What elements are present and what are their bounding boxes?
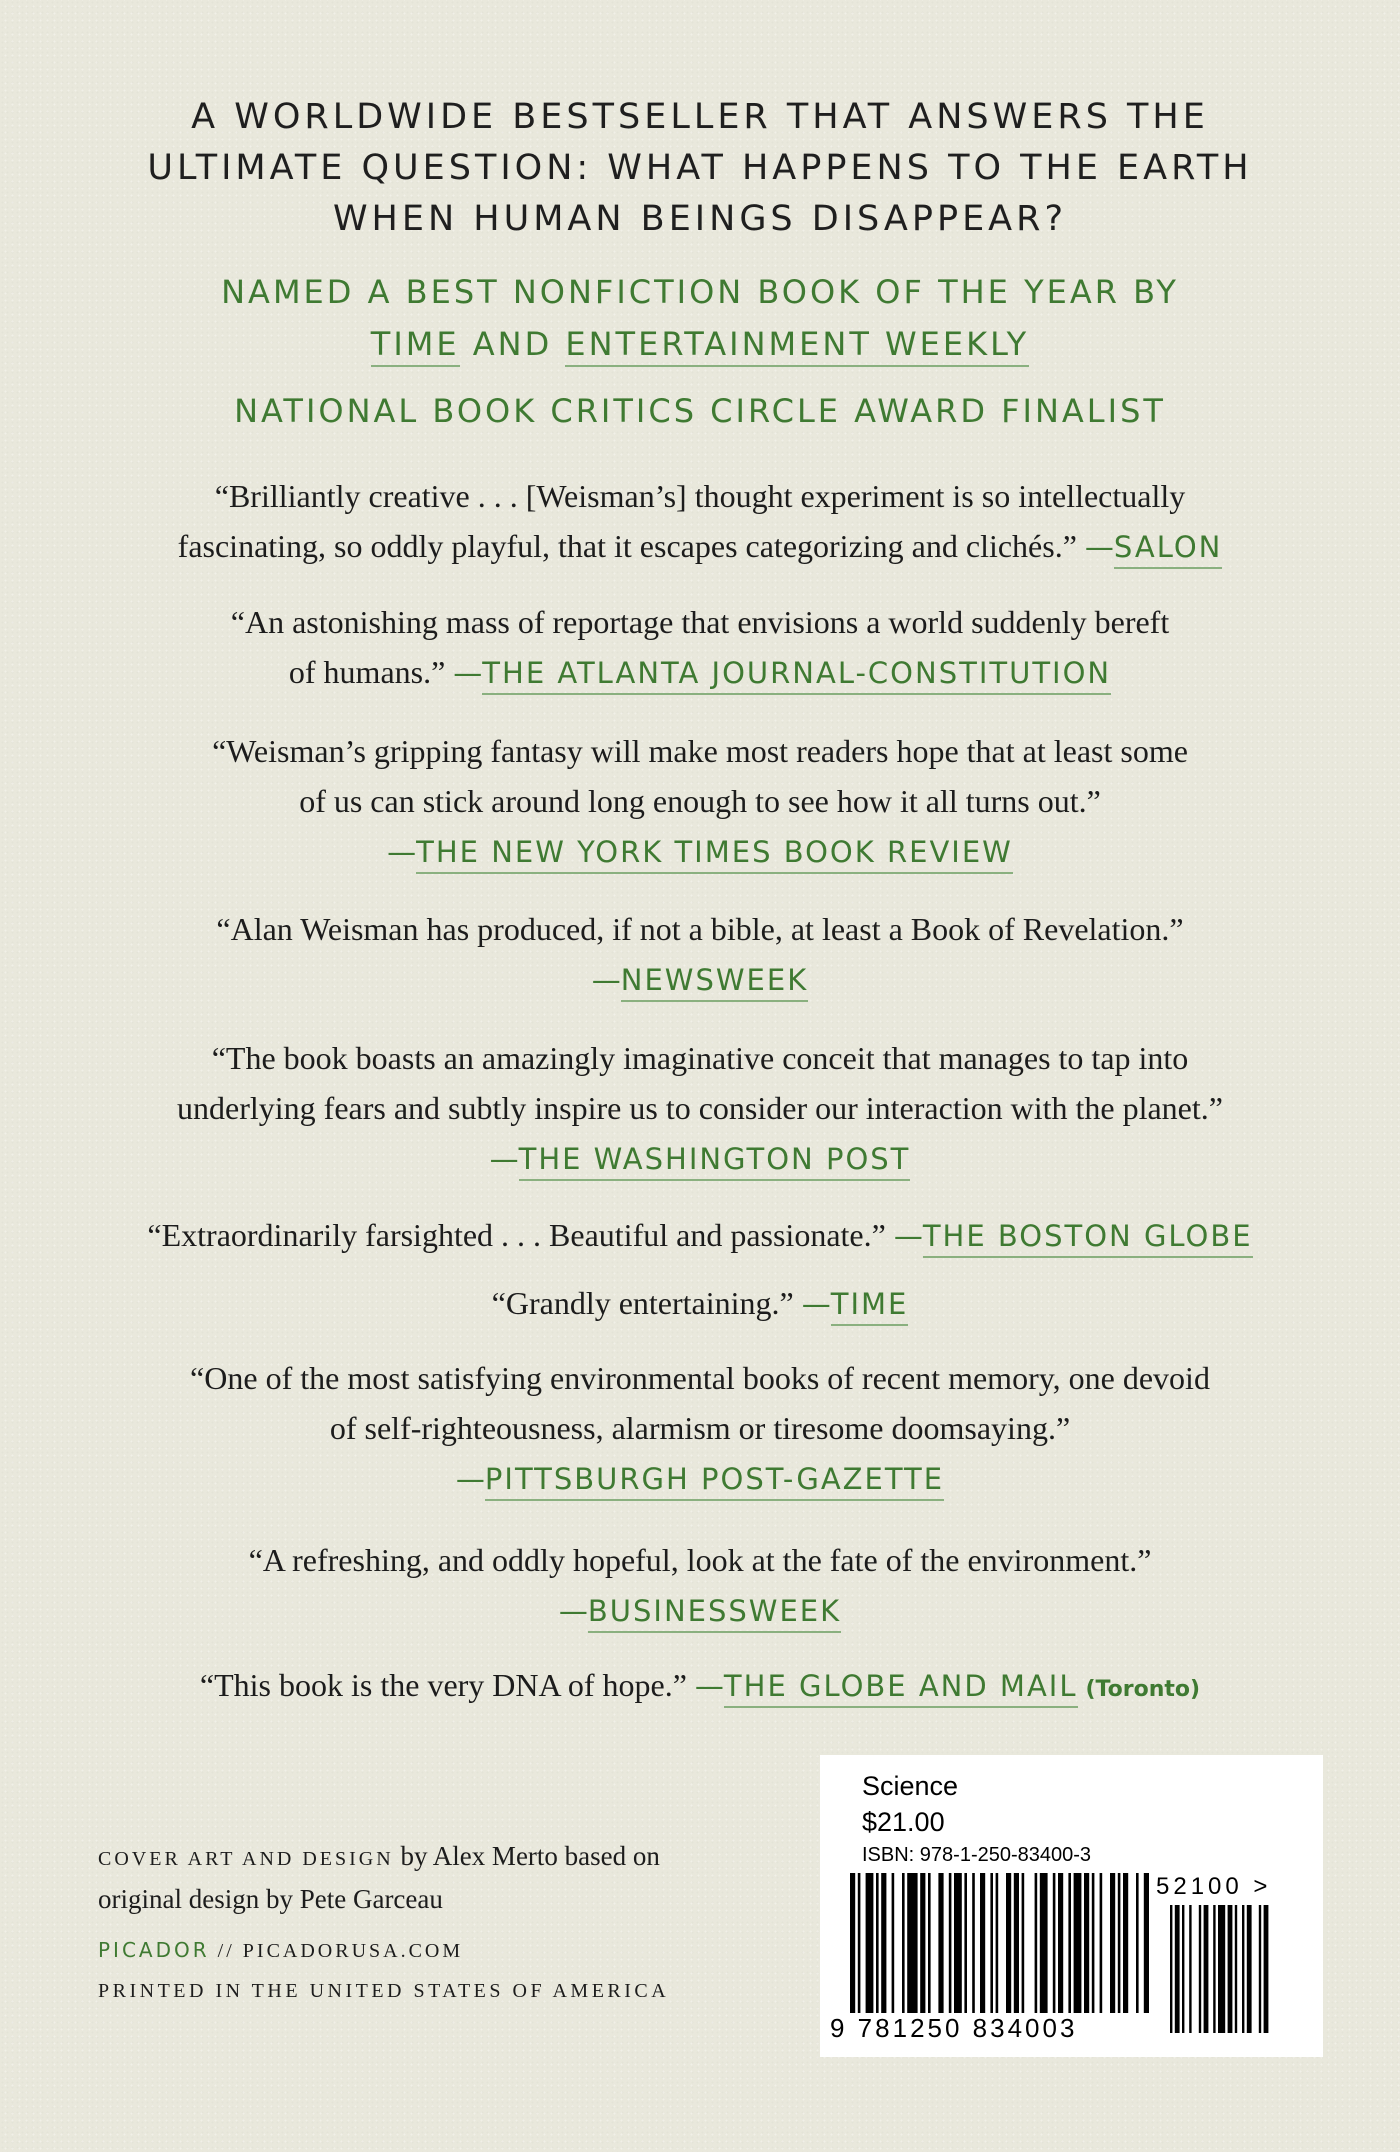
cover-credits bbox=[98, 1836, 738, 1919]
quote-text: “Brilliantly creative . . . [Weisman’s] thought experiment is so intellectually bbox=[214, 478, 1186, 514]
headline-line-3: WHEN HUMAN BEINGS DISAPPEAR? bbox=[332, 199, 1068, 239]
barcode-bar bbox=[1136, 1873, 1139, 2013]
quote-boston-globe bbox=[120, 1210, 1280, 1261]
accolade-time: TIME bbox=[371, 325, 460, 367]
quote-newsweek bbox=[120, 904, 1280, 1005]
barcode-addon-bars bbox=[1170, 1905, 1268, 2033]
quote-text: underlying fears and subtly inspire us to consider our interaction with the planet.” bbox=[177, 1090, 1223, 1126]
quote-source: THE GLOBE AND MAIL bbox=[724, 1669, 1078, 1708]
barcode-addon-bar bbox=[1189, 1905, 1191, 2033]
quote-source: NEWSWEEK bbox=[621, 963, 808, 1002]
quote-businessweek bbox=[120, 1535, 1280, 1636]
quote-source: THE BOSTON GLOBE bbox=[923, 1219, 1253, 1258]
quote-dash: — bbox=[387, 835, 417, 869]
accolade-line-2 bbox=[0, 318, 1400, 370]
barcode-bar bbox=[996, 1873, 999, 2013]
barcode-bar bbox=[881, 1873, 886, 2013]
barcode-bar bbox=[1068, 1873, 1071, 2013]
quote-text: “This book is the very DNA of hope.” bbox=[199, 1667, 687, 1703]
barcode-addon-digits: 52100 > bbox=[1156, 1873, 1272, 1900]
quote-dash: — bbox=[453, 656, 483, 690]
barcode-addon-bar bbox=[1259, 1905, 1261, 2033]
quote-time bbox=[120, 1278, 1280, 1329]
printed-in: PRINTED IN THE UNITED STATES OF AMERICA bbox=[98, 1980, 670, 2002]
quote-text: “An astonishing mass of reportage that envisions a world suddenly bereft bbox=[230, 604, 1170, 640]
barcode-addon-bar bbox=[1182, 1905, 1184, 2033]
barcode-bar bbox=[972, 1873, 975, 2013]
barcode-bar bbox=[1053, 1873, 1056, 2013]
barcode-bar bbox=[954, 1873, 962, 2013]
barcode-bar bbox=[938, 1873, 943, 2013]
quote-salon bbox=[120, 471, 1280, 572]
barcode-bar bbox=[1144, 1873, 1149, 2013]
quote-source: THE WASHINGTON POST bbox=[519, 1142, 911, 1181]
barcode-addon-bar bbox=[1247, 1905, 1252, 2033]
credits-label: COVER ART AND DESIGN bbox=[98, 1848, 394, 1870]
barcode-bar bbox=[902, 1873, 905, 2013]
credits-text-1: by Alex Merto based on bbox=[400, 1841, 660, 1871]
publisher-line bbox=[98, 1938, 463, 1963]
quote-source: TIME bbox=[831, 1287, 909, 1326]
barcode-isbn: ISBN: 978-1-250-83400-3 bbox=[862, 1844, 1092, 1866]
barcode-bar bbox=[1040, 1873, 1048, 2013]
quote-source: BUSINESSWEEK bbox=[588, 1594, 841, 1633]
accolade-nbcc: NATIONAL BOOK CRITICS CIRCLE AWARD FINALIST bbox=[234, 392, 1166, 430]
barcode-bar bbox=[1074, 1873, 1082, 2013]
quote-text: of self-righteousness, alarmism or tiresome doomsaying.” bbox=[329, 1410, 1071, 1446]
barcode-addon-bar bbox=[1228, 1905, 1233, 2033]
barcode-category: Science bbox=[862, 1771, 959, 1801]
publisher-separator: // bbox=[217, 1940, 235, 1962]
barcode-box bbox=[820, 1755, 1323, 2057]
quote-source: THE NEW YORK TIMES BOOK REVIEW bbox=[416, 835, 1013, 874]
quote-text: “Alan Weisman has produced, if not a bible, at least a Book of Revelation.” bbox=[216, 911, 1184, 947]
barcode-addon-bar bbox=[1264, 1905, 1269, 2033]
barcode-bar bbox=[964, 1873, 967, 2013]
quote-source: PITTSBURGH POST-GAZETTE bbox=[485, 1462, 944, 1501]
barcode-bar bbox=[1084, 1873, 1089, 2013]
barcode-bar bbox=[892, 1873, 895, 2013]
barcode-main-bars bbox=[850, 1873, 1149, 2013]
accolade-line-1: NAMED A BEST NONFICTION BOOK OF THE YEAR BY bbox=[221, 273, 1179, 311]
quote-dash: — bbox=[801, 1287, 831, 1321]
barcode-bar bbox=[1118, 1873, 1121, 2013]
barcode-bar bbox=[1123, 1873, 1128, 2013]
barcode-bar bbox=[1092, 1873, 1095, 2013]
headline-line-1: A WORLDWIDE BESTSELLER THAT ANSWERS THE bbox=[191, 97, 1209, 137]
quote-atlanta bbox=[120, 597, 1280, 698]
quote-nyt bbox=[120, 726, 1280, 877]
quote-dash: — bbox=[694, 1669, 724, 1703]
quote-dash: — bbox=[591, 963, 621, 997]
barcode-addon-bar bbox=[1204, 1905, 1209, 2033]
quote-source: SALON bbox=[1114, 530, 1222, 569]
quote-dash: — bbox=[455, 1462, 485, 1496]
quote-text: “Grandly entertaining.” bbox=[491, 1285, 794, 1321]
barcode-bar bbox=[928, 1873, 931, 2013]
barcode-bar bbox=[1014, 1873, 1019, 2013]
barcode-bar bbox=[866, 1873, 874, 2013]
publisher-website: PICADORUSA.COM bbox=[242, 1940, 464, 1962]
barcode-addon-bar bbox=[1199, 1905, 1201, 2033]
barcode-bar bbox=[1058, 1873, 1063, 2013]
barcode-bar bbox=[876, 1873, 879, 2013]
barcode-bar bbox=[1100, 1873, 1103, 2013]
accolade-ew: ENTERTAINMENT WEEKLY bbox=[565, 325, 1029, 367]
headline bbox=[0, 92, 1400, 245]
accolade-and: AND bbox=[472, 325, 553, 363]
barcode-bar bbox=[907, 1873, 917, 2013]
barcode-bar bbox=[980, 1873, 985, 2013]
quote-globe-and-mail bbox=[120, 1660, 1280, 1715]
barcode-bar bbox=[949, 1873, 952, 2013]
barcode-digits: 9 781250 834003 bbox=[830, 2013, 1078, 2043]
quote-text: “The book boasts an amazingly imaginative conceit that manages to tap into bbox=[211, 1040, 1189, 1076]
headline-line-2: ULTIMATE QUESTION: WHAT HAPPENS TO THE EARTH bbox=[147, 148, 1253, 188]
barcode-bar bbox=[990, 1873, 993, 2013]
barcode-bar bbox=[1110, 1873, 1115, 2013]
quote-dash: — bbox=[1084, 530, 1114, 564]
quote-text: fascinating, so oddly playful, that it escapes categorizing and clichés.” bbox=[177, 528, 1077, 564]
quote-pittsburgh bbox=[120, 1353, 1280, 1504]
barcode-addon-bar bbox=[1170, 1905, 1172, 2033]
quote-text: “Weisman’s gripping fantasy will make most readers hope that at least some bbox=[212, 733, 1188, 769]
barcode-bar bbox=[1022, 1873, 1025, 2013]
barcode-bar bbox=[858, 1873, 861, 2013]
quote-washington-post bbox=[120, 1033, 1280, 1184]
quote-dash: — bbox=[893, 1219, 923, 1253]
barcode-price: $21.00 bbox=[862, 1807, 945, 1837]
barcode-addon-bar bbox=[1242, 1905, 1244, 2033]
barcode-addon-bar bbox=[1235, 1905, 1237, 2033]
quote-dash: — bbox=[558, 1594, 588, 1628]
publisher-name: PICADOR bbox=[98, 1938, 210, 1962]
quote-text: of humans.” bbox=[288, 654, 446, 690]
quote-source-note: (Toronto) bbox=[1085, 1677, 1201, 1702]
accolade-best-nonfiction bbox=[0, 266, 1400, 370]
quote-dash: — bbox=[489, 1142, 519, 1176]
quote-text: “Extraordinarily farsighted . . . Beautiful and passionate.” bbox=[147, 1217, 886, 1253]
barcode-bar bbox=[1006, 1873, 1011, 2013]
barcode-bar bbox=[920, 1873, 925, 2013]
barcode-bar bbox=[850, 1873, 855, 2013]
quote-text: “A refreshing, and oddly hopeful, look at the fate of the environment.” bbox=[248, 1542, 1152, 1578]
barcode-addon-bar bbox=[1218, 1905, 1225, 2033]
barcode-addon-bar bbox=[1175, 1905, 1180, 2033]
quote-source: THE ATLANTA JOURNAL-CONSTITUTION bbox=[482, 656, 1111, 695]
barcode-bar bbox=[1035, 1873, 1038, 2013]
barcode-addon-bar bbox=[1213, 1905, 1215, 2033]
quote-text: of us can stick around long enough to see how it all turns out.” bbox=[299, 783, 1101, 819]
credits-text-2: original design by Pete Garceau bbox=[98, 1884, 443, 1914]
quote-text: “One of the most satisfying environmental books of recent memory, one devoid bbox=[190, 1360, 1210, 1396]
